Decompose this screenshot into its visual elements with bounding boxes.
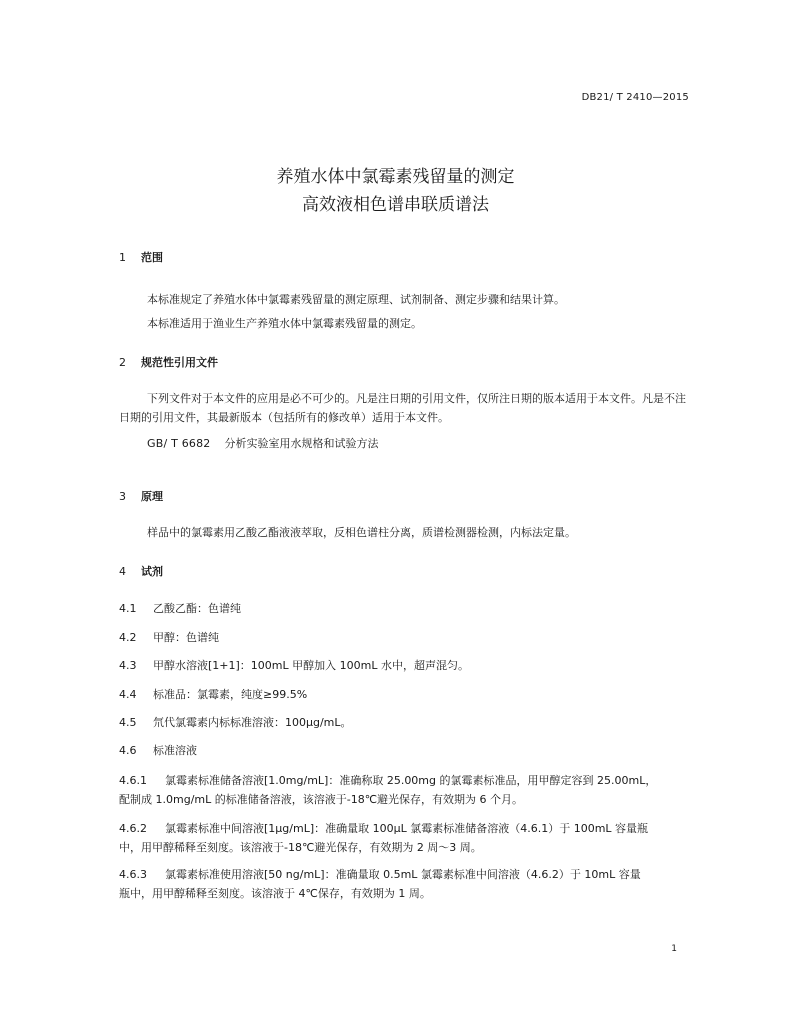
reagent-item [119, 686, 307, 702]
section-heading-reagents [119, 563, 163, 579]
references-paragraph: 下列文件对于本文件的应用是必不可少的。凡是注日期的引用文件，仅所注日期的版本适用于本文件。凡是不注日期的引用文件，其最新版本（包括所有的修改单）适用于本文件。 [119, 392, 686, 424]
section-heading-scope [119, 249, 163, 265]
reference-entry [147, 435, 378, 451]
standard-code: DB21/ T 2410—2015 [581, 92, 689, 103]
reagent-item [119, 714, 352, 730]
section-title: 原理 [141, 490, 163, 503]
item-number: 4.6.3 [119, 868, 147, 881]
item-number: 4.6.1 [119, 774, 147, 787]
sub-item-continuation: 配制成 1.0mg/mL 的标准储备溶液，该溶液于-18℃避光保存，有效期为 6 个月。 [119, 793, 524, 806]
reagent-item [119, 742, 197, 758]
item-text: 乙酸乙酯：色谱纯 [153, 602, 241, 615]
scope-paragraph-2: 本标准适用于渔业生产养殖水体中氯霉素残留量的测定。 [147, 317, 422, 330]
sub-item-continuation: 中，用甲醇稀释至刻度。该溶液于-18℃避光保存，有效期为 2 周～3 周。 [119, 841, 482, 854]
item-text-line1: 氯霉素标准储备溶液[1.0mg/mL]：准确称取 25.00mg 的氯霉素标准品，用甲醇定容到 25.00mL， [165, 774, 657, 787]
item-number: 4.1 [119, 602, 137, 615]
section-title: 范围 [141, 251, 163, 264]
item-number: 4.3 [119, 659, 137, 672]
section-number: 3 [119, 490, 126, 503]
reagent-item [119, 600, 241, 616]
item-text: 标准溶液 [153, 744, 197, 757]
reference-code: GB/ T 6682 [147, 437, 211, 450]
item-number: 4.2 [119, 631, 137, 644]
document-title-line2: 高效液相色谱串联质谱法 [302, 195, 489, 215]
item-number: 4.5 [119, 716, 137, 729]
document-title-line1: 养殖水体中氯霉素残留量的测定 [276, 167, 515, 187]
sub-item [119, 772, 656, 788]
item-text-line1: 氯霉素标准使用溶液[50 ng/mL]：准确量取 0.5mL 氯霉素标准中间溶液（4.6.2）于 10mL 容量 [165, 868, 641, 881]
item-text: 甲醇水溶液[1+1]：100mL 甲醇加入 100mL 水中，超声混匀。 [153, 659, 469, 672]
item-number: 4.6.2 [119, 822, 147, 835]
item-number: 4.4 [119, 688, 137, 701]
item-number: 4.6 [119, 744, 137, 757]
section-number: 2 [119, 356, 126, 369]
item-text: 氘代氯霉素内标标准溶液：100μg/mL。 [153, 716, 352, 729]
sub-item-continuation: 瓶中，用甲醇稀释至刻度。该溶液于 4℃保存，有效期为 1 周。 [119, 887, 431, 900]
sub-item [119, 866, 641, 882]
section-heading-principle [119, 488, 163, 504]
item-text-line1: 氯霉素标准中间溶液[1μg/mL]：准确量取 100μL 氯霉素标准储备溶液（4.6.1）于 100mL 容量瓶 [165, 822, 649, 835]
reference-title: 分析实验室用水规格和试验方法 [224, 437, 379, 450]
sub-item [119, 820, 648, 836]
section-title: 试剂 [141, 565, 163, 578]
section-number: 1 [119, 251, 126, 264]
scope-paragraph-1: 本标准规定了养殖水体中氯霉素残留量的测定原理、试剂制备、测定步骤和结果计算。 [147, 293, 565, 306]
reagent-item [119, 657, 469, 673]
page-number: 1 [671, 944, 677, 954]
principle-paragraph: 样品中的氯霉素用乙酸乙酯液液萃取，反相色谱柱分离，质谱检测器检测，内标法定量。 [147, 526, 576, 539]
reagent-item [119, 629, 219, 645]
item-text: 标准品：氯霉素，纯度≥99.5% [153, 688, 308, 701]
section-title: 规范性引用文件 [141, 356, 218, 369]
section-heading-normative-references [119, 354, 218, 370]
item-text: 甲醇：色谱纯 [153, 631, 219, 644]
section-number: 4 [119, 565, 126, 578]
